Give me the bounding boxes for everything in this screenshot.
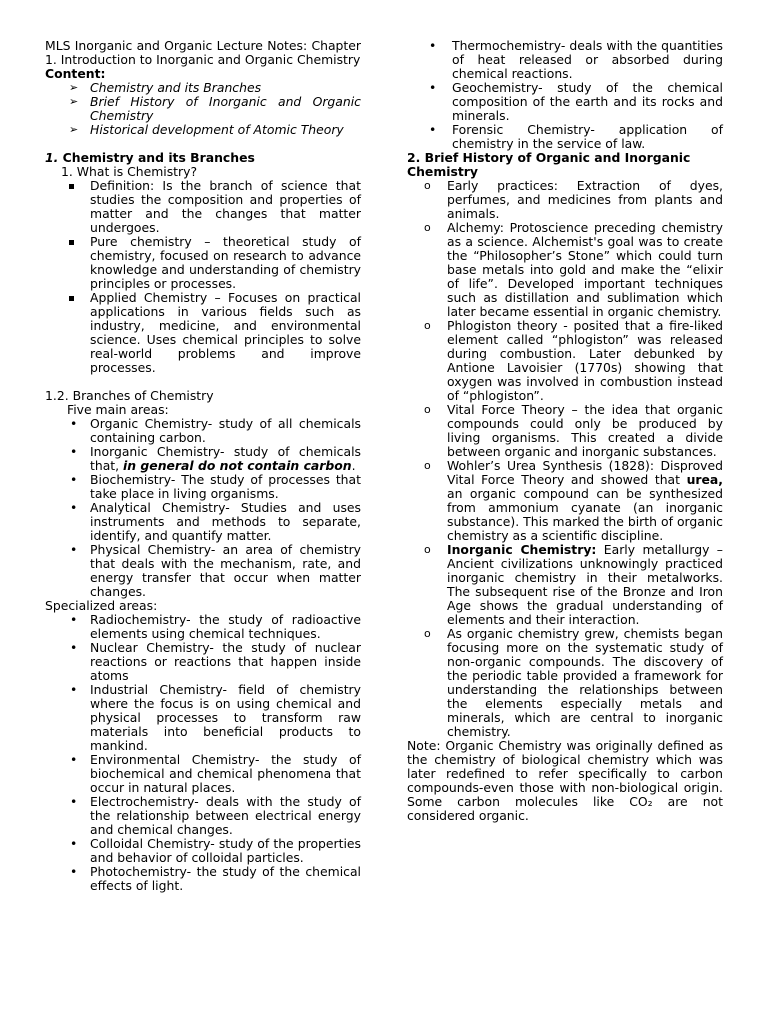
section-heading: 1. Chemistry and its Branches (45, 150, 255, 165)
list-item: • Thermochemistry- deals with the quantities of heat released or absorbed during chemical reactions. (429, 38, 723, 81)
bullet-icon: • (429, 38, 437, 53)
circle-bullet-icon: o (424, 179, 431, 192)
spacer (45, 137, 361, 151)
list-item: o Inorganic Chemistry: Early metallurgy – Ancient civilizations unknowingly practiced inorganic chemistry in their metalworks. The subsequent rise of the Bronze and Iron Age shows the gradual understanding of elements and their interaction. (424, 542, 723, 627)
bullet-icon: • (70, 682, 78, 697)
bullet-icon: • (70, 500, 78, 515)
list-item: o As organic chemistry grew, chemists began focusing more on the systematic study of non-organic compounds. The discovery of the periodic table provided a framework for understanding the relationships between the elements especially metals and minerals, which are central to inorganic chemistry. (424, 626, 723, 739)
list-item: • Inorganic Chemistry- study of chemicals that, in general do not contain carbon. (70, 444, 361, 473)
circle-bullet-icon: o (424, 319, 431, 332)
bullet-icon: • (70, 752, 78, 767)
bullet-icon: • (70, 542, 78, 557)
bullet-icon: • (70, 612, 78, 627)
list-item: • Industrial Chemistry- field of chemistry where the focus is on using chemical and physical processes to transform raw materials into beneficial products to mankind. (70, 682, 361, 753)
list-item: Pure chemistry – theoretical study of chemistry, focused on research to advance knowledge and understanding of chemistry principles or processes. (45, 235, 361, 291)
circle-bullet-icon: o (424, 543, 431, 556)
list-item: Definition: Is the branch of science that studies the composition and properties of matter and the changes that matter undergoes. (45, 179, 361, 235)
list-item: • Organic Chemistry- study of all chemicals containing carbon. (70, 416, 361, 445)
list-item: Applied Chemistry – Focuses on practical applications in various fields such as industry, medicine, and environmental science. Uses chemical principles to solve real-world problems and improve processes. (45, 291, 361, 375)
section-heading: 2. Brief History of Organic and Inorganic Chemistry (407, 150, 691, 179)
specialized-list-continued (407, 39, 723, 151)
five-main-label: Five main areas: (67, 402, 169, 417)
definition-list (45, 179, 361, 375)
list-item: o Vital Force Theory – the idea that organic compounds could only be produced by living organisms. This created a divide between organic and inorganic substances. (424, 402, 723, 459)
list-item: o Wohler’s Urea Synthesis (1828): Disproved Vital Force Theory and showed that urea, an organic compound can be synthesized from ammonium cyanate (an inorganic substance). This marked the birth of organic chemistry as a scientific discipline. (424, 458, 723, 543)
bullet-icon: • (70, 416, 78, 431)
arrow-bullet-icon: ➢ (69, 123, 79, 136)
left-column (45, 39, 361, 893)
bullet-icon: • (70, 836, 78, 851)
list-item: • Geochemistry- study of the chemical composition of the earth and its rocks and minerals. (429, 80, 723, 123)
list-item: o Early practices: Extraction of dyes, perfumes, and medicines from plants and animals. (424, 178, 723, 221)
square-bullet-icon (69, 296, 74, 301)
list-item: ➢ Brief History of Inorganic and Organic Chemistry (69, 94, 361, 123)
main-areas-list (45, 417, 361, 599)
note-paragraph: Note: Organic Chemistry was originally defined as the chemistry of biological chemistry which was later redefined to refer specifically to carbon compounds-even those with non-biological origin. Some carbon molecules like CO₂ are not considered organic. (407, 738, 723, 823)
list-item: ➢ Historical development of Atomic Theory (69, 122, 344, 137)
list-item: ➢ Chemistry and its Branches (69, 80, 262, 95)
list-item: • Physical Chemistry- an area of chemistry that deals with the mechanism, rate, and energy transfer that occur when matter changes. (70, 542, 361, 599)
bullet-icon: • (70, 444, 78, 459)
list-item: • Radiochemistry- the study of radioactive elements using chemical techniques. (70, 612, 361, 641)
list-item: • Environmental Chemistry- the study of biochemical and chemical phenomena that occur in natural places. (70, 752, 361, 795)
list-item: • Analytical Chemistry- Studies and uses instruments and methods to separate, identify, and quantify matter. (70, 500, 361, 543)
list-item: • Biochemistry- The study of processes that take place in living organisms. (70, 472, 361, 501)
bullet-icon: • (70, 794, 78, 809)
list-item: o Alchemy: Protoscience preceding chemistry as a science. Alchemist's goal was to create the “Philosopher’s Stone” which could turn base metals into gold and make the “elixir of life”. Developed important techniques such as distillation and sublimation which later became essential in organic chemistry. (424, 220, 723, 319)
list-item: • Forensic Chemistry- application of chemistry in the service of law. (429, 122, 723, 151)
bullet-icon: • (70, 640, 78, 655)
subsection-heading: 1. What is Chemistry? (61, 164, 198, 179)
right-column (407, 39, 723, 823)
arrow-bullet-icon: ➢ (69, 81, 79, 94)
arrow-bullet-icon: ➢ (69, 95, 79, 108)
bullet-icon: • (70, 864, 78, 879)
history-list (407, 179, 723, 739)
list-item: • Electrochemistry- deals with the study of the relationship between electrical energy and chemical changes. (70, 794, 361, 837)
content-list (45, 81, 361, 137)
content-label: Content: (45, 66, 106, 81)
bullet-icon: • (429, 122, 437, 137)
specialized-list (45, 613, 361, 893)
circle-bullet-icon: o (424, 459, 431, 472)
document-header: MLS Inorganic and Organic Lecture Notes: Chapter 1. Introduction to Inorganic and Organic Chemistry (45, 38, 361, 67)
spacer (45, 375, 361, 389)
bullet-icon: • (70, 472, 78, 487)
list-item: • Nuclear Chemistry- the study of nuclear reactions or reactions that happen inside atoms (70, 640, 361, 683)
specialized-label: Specialized areas: (45, 598, 158, 613)
circle-bullet-icon: o (424, 627, 431, 640)
circle-bullet-icon: o (424, 403, 431, 416)
circle-bullet-icon: o (424, 221, 431, 234)
subsection-heading: 1.2. Branches of Chemistry (45, 388, 214, 403)
list-item: • Colloidal Chemistry- study of the properties and behavior of colloidal particles. (70, 836, 361, 865)
list-item: • Photochemistry- the study of the chemical effects of light. (70, 864, 361, 893)
list-item: o Phlogiston theory - posited that a fire-liked element called “phlogiston” was released during combustion. Later debunked by Antione Lavoisier (1770s) showing that oxygen was involved in combustion instead of “phlogiston”. (424, 318, 723, 403)
square-bullet-icon (69, 184, 74, 189)
square-bullet-icon (69, 240, 74, 245)
bullet-icon: • (429, 80, 437, 95)
